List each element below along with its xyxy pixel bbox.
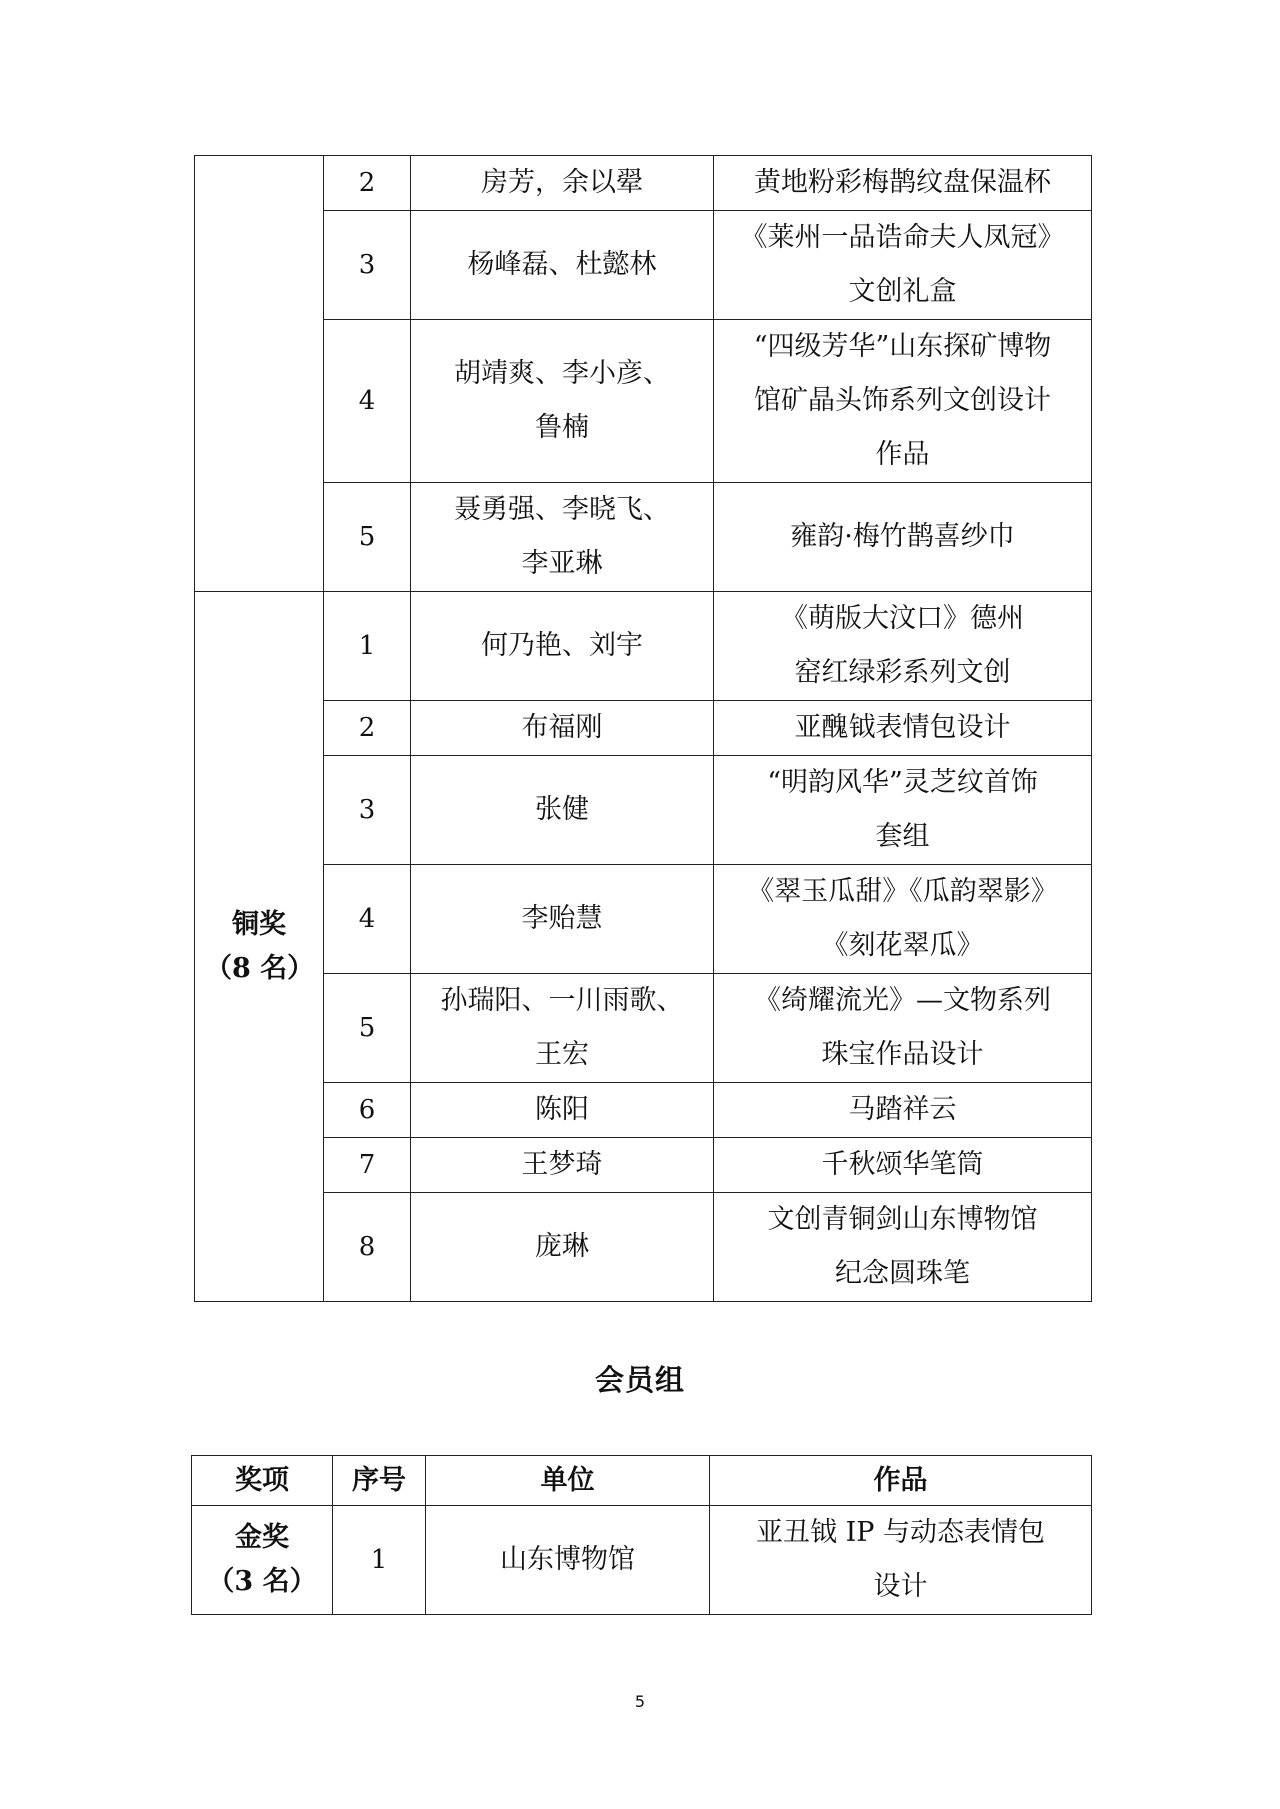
row-number: 6: [324, 1083, 411, 1138]
author-cell: 孙瑞阳、一川雨歌、 王宏: [411, 974, 714, 1083]
work-cell: 千秋颂华笔筒: [714, 1138, 1092, 1193]
header-unit: 单位: [426, 1456, 710, 1506]
header-work: 作品: [710, 1456, 1092, 1506]
author-cell: 布福刚: [411, 701, 714, 756]
award-cell-bronze: [195, 592, 324, 1302]
row-number: 7: [324, 1138, 411, 1193]
table-row: [195, 211, 1092, 320]
member-awards-table: [191, 1455, 1092, 1615]
award-count: （8 名）: [205, 952, 315, 984]
table-row: [195, 1138, 1092, 1193]
unit-cell: 山东博物馆: [426, 1506, 710, 1615]
award-count: （3 名）: [207, 1566, 317, 1597]
table-row: [195, 483, 1092, 592]
work-cell: 《莱州一品诰命夫人凤冠》 文创礼盒: [714, 211, 1092, 320]
table-row: [195, 592, 1092, 701]
work-cell: 黄地粉彩梅鹊纹盘保温杯: [714, 156, 1092, 211]
award-name: 铜奖: [232, 908, 286, 940]
row-number: 3: [324, 211, 411, 320]
header-award: 奖项: [192, 1456, 333, 1506]
work-cell: “四级芳华”山东探矿博物 馆矿晶头饰系列文创设计 作品: [714, 320, 1092, 483]
award-cell-gold: [192, 1506, 333, 1615]
work-cell: 亚醜钺表情包设计: [714, 701, 1092, 756]
work-cell: “明韵风华”灵芝纹首饰 套组: [714, 756, 1092, 865]
author-cell: 聂勇强、李晓飞、 李亚琳: [411, 483, 714, 592]
work-cell: 《绮耀流光》—文物系列 珠宝作品设计: [714, 974, 1092, 1083]
table-row: [192, 1506, 1092, 1615]
author-cell: 何乃艳、刘宇: [411, 592, 714, 701]
table-row: [195, 156, 1092, 211]
author-cell: 庞琳: [411, 1193, 714, 1302]
work-cell: 马踏祥云: [714, 1083, 1092, 1138]
row-number: 8: [324, 1193, 411, 1302]
section-title: 会员组: [594, 1363, 685, 1397]
author-cell: 房芳，余以翚: [411, 156, 714, 211]
award-cell-silver-continued: [195, 156, 324, 592]
work-cell: 亚丑钺 IP 与动态表情包 设计: [710, 1506, 1092, 1615]
author-cell: 张健: [411, 756, 714, 865]
author-cell: 杨峰磊、杜懿林: [411, 211, 714, 320]
row-number: 4: [324, 865, 411, 974]
work-cell: 《翠玉瓜甜》《瓜韵翠影》 《刻花翠瓜》: [714, 865, 1092, 974]
work-cell: 文创青铜剑山东博物馆 纪念圆珠笔: [714, 1193, 1092, 1302]
row-number: 2: [324, 701, 411, 756]
table-row: [195, 974, 1092, 1083]
work-cell: 雍韵·梅竹鹊喜纱巾: [714, 483, 1092, 592]
row-number: 1: [333, 1506, 426, 1615]
table-row: [195, 1193, 1092, 1302]
row-number: 2: [324, 156, 411, 211]
author-cell: 王梦琦: [411, 1138, 714, 1193]
awards-table-continued: [194, 155, 1092, 1302]
row-number: 1: [324, 592, 411, 701]
table-row: [195, 701, 1092, 756]
author-cell: 李贻慧: [411, 865, 714, 974]
row-number: 4: [324, 320, 411, 483]
table-row: [195, 865, 1092, 974]
row-number: 3: [324, 756, 411, 865]
table-header-row: [192, 1456, 1092, 1506]
header-number: 序号: [333, 1456, 426, 1506]
table-row: [195, 756, 1092, 865]
table-row: [195, 1083, 1092, 1138]
table-row: [195, 320, 1092, 483]
award-name: 金奖: [235, 1522, 289, 1553]
author-cell: 陈阳: [411, 1083, 714, 1138]
page-number: 5: [634, 1692, 646, 1711]
row-number: 5: [324, 974, 411, 1083]
work-cell: 《萌版大汶口》德州 窑红绿彩系列文创: [714, 592, 1092, 701]
author-cell: 胡靖爽、李小彦、 鲁楠: [411, 320, 714, 483]
row-number: 5: [324, 483, 411, 592]
